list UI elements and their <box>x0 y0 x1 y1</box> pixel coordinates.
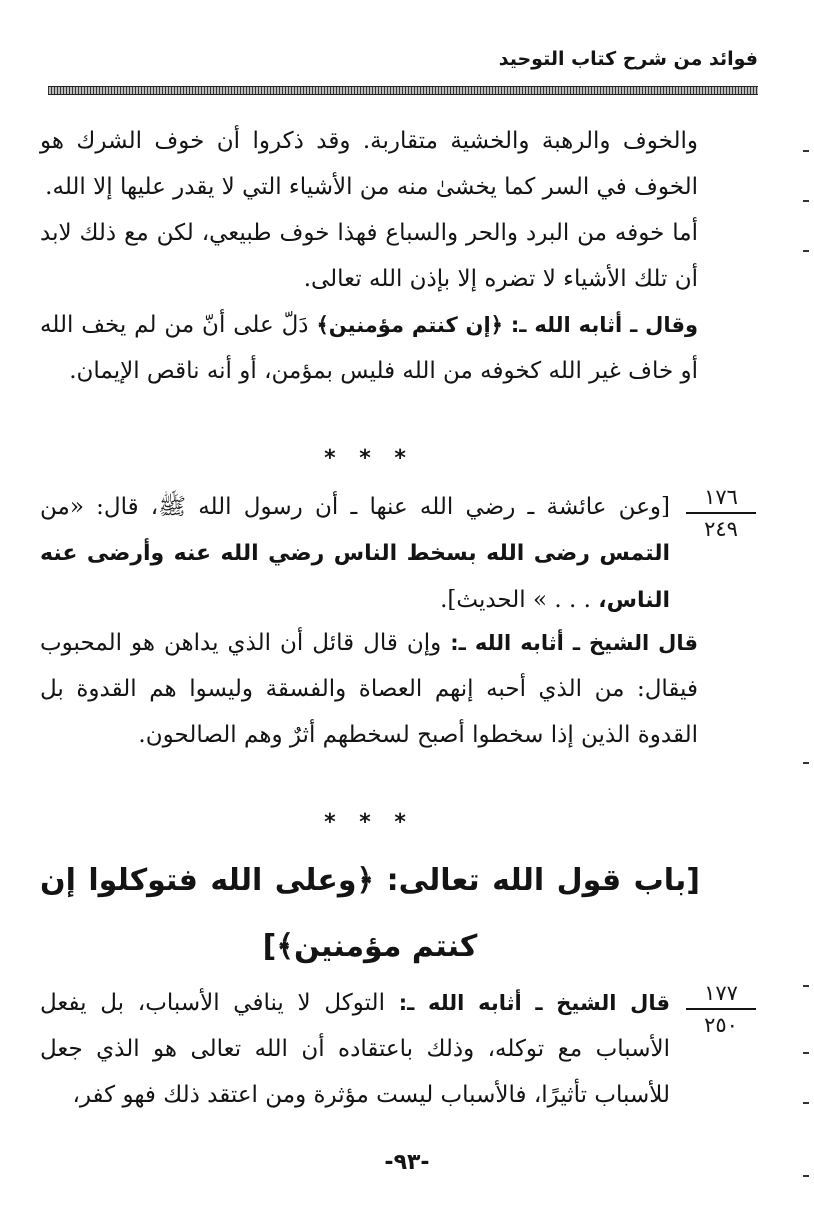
margin-mark <box>803 150 809 152</box>
hadith-end: . . . » الحديث]. <box>440 587 591 613</box>
margin-mark <box>803 1175 809 1177</box>
commentary-text: التوكل لا ينافي الأسباب، بل يفعل الأسباب مع توكله، وذلك باعتقاده أن الله تعالى هو الذي جعل للأسباب تأثيرًا، فالأسباب ليست مؤثرة ومن اعتقد ذلك فهو كفر، <box>40 990 670 1108</box>
paragraph-natural-fear: أما خوفه من البرد والحر والسباع فهذا خوف طبيعي، لكن مع ذلك لابد أن تلك الأشياء لا تضره إلا بإذن الله تعالى. <box>40 220 698 292</box>
paragraph-commentary-1 <box>40 302 698 394</box>
hadith-number-bottom: ٢٤٩ <box>704 517 738 541</box>
margin-mark <box>803 1102 809 1104</box>
comment-number-bottom: ٢٥٠ <box>704 1013 738 1037</box>
paragraph-commentary-2 <box>40 620 698 758</box>
section-separator: * * * <box>324 810 414 835</box>
hadith-text <box>40 484 670 624</box>
comment-number-top: ١٧٧ <box>686 980 756 1010</box>
margin-mark <box>803 1052 809 1054</box>
hadith-number-marker <box>686 484 756 542</box>
commentary-lead: وقال ـ أثابه الله ـ: <box>510 313 699 337</box>
header-rule <box>48 86 758 95</box>
section-separator: * * * <box>324 446 414 471</box>
commentary-text: دَلّ على أنّ من لم يخف الله أو خاف غير الله كخوفه من الله فليس بمؤمن، أو أنه ناقص الإيمان. <box>40 312 698 384</box>
hadith-narration: [وعن عائشة ـ رضي الله عنها ـ أن رسول الله ﷺ، قال: «من <box>40 494 670 520</box>
margin-mark <box>803 200 809 202</box>
margin-mark <box>803 762 809 764</box>
running-header: فوائد من شرح كتاب التوحيد <box>498 48 758 70</box>
hadith-number-top: ١٧٦ <box>686 484 756 514</box>
commentary-text: وإن قال قائل أن الذي يداهن هو المحبوب فيقال: من الذي أحبه إنهم العصاة والفسقة وليسوا هم القدوة بل القدوة الذين إذا سخطوا أصبح لسخطهم أثرٌ وهم الصالحون. <box>40 630 698 748</box>
paragraph-commentary-3 <box>40 980 670 1118</box>
commentary-lead: قال الشيخ ـ أثابه الله ـ: <box>450 631 699 655</box>
chapter-heading: [باب قول الله تعالى: ﴿وعلى الله فتوكلوا إن كنتم مؤمنين﴾] <box>40 863 700 964</box>
paragraph-fear: والخوف والرهبة والخشية متقاربة. وقد ذكروا أن خوف الشرك هو الخوف في السر كما يخشىٰ منه من الأشياء التي لا يقدر عليها إلا الله. <box>40 128 698 200</box>
margin-mark <box>803 250 809 252</box>
comment-number-marker <box>686 980 756 1038</box>
commentary-lead: قال الشيخ ـ أثابه الله ـ: <box>398 991 671 1015</box>
hadith-bold-text: التمس رضى الله بسخط الناس رضي الله عنه وأرضى عنه الناس، <box>40 541 670 613</box>
quran-quote: ﴿إن كنتم مؤمنين﴾ <box>316 313 503 337</box>
margin-mark <box>803 985 809 987</box>
page-number: -٩٣- <box>384 1150 430 1175</box>
